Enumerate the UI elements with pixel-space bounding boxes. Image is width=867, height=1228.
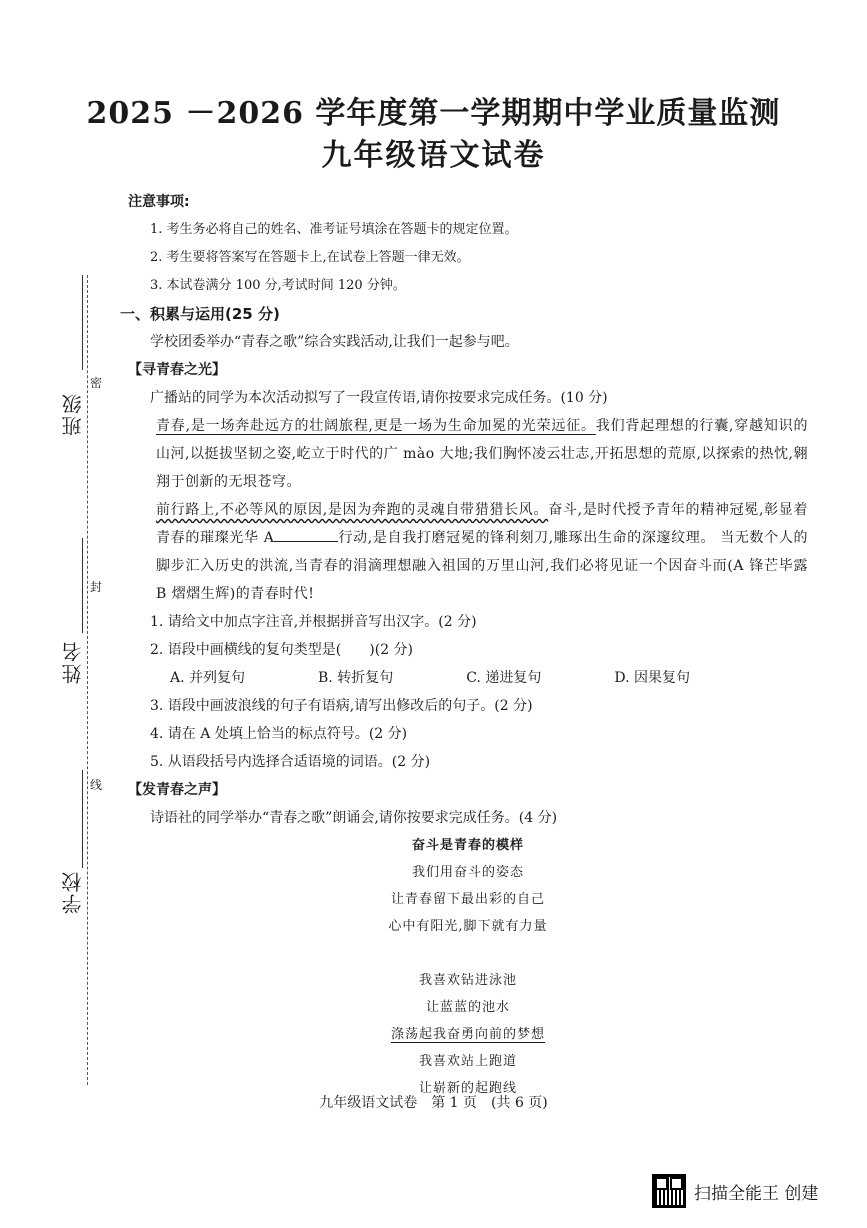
seal-mark-xian: 线 bbox=[90, 778, 103, 792]
school-fill-line bbox=[82, 770, 83, 868]
seal-mark-feng: 封 bbox=[90, 580, 103, 594]
notice-item: 2. 考生要将答案写在答题卡上,在试卷上答题一律无效。 bbox=[150, 250, 470, 265]
part-head-light: 【寻青春之光】 bbox=[128, 362, 226, 378]
option-b: B. 转折复句 bbox=[318, 670, 394, 686]
class-fill-line bbox=[82, 275, 83, 370]
question-5: 5. 从语段括号内选择合适语境的词语。(2 分) bbox=[150, 754, 431, 770]
question-1: 1. 请给文中加点字注音,并根据拼音写出汉字。(2 分) bbox=[150, 614, 477, 630]
question-3: 3. 语段中画波浪线的句子有语病,请写出修改后的句子。(2 分) bbox=[150, 698, 533, 714]
question-2: 2. 语段中画横线的复句类型是( )(2 分) bbox=[150, 642, 414, 658]
option-c: C. 递进复句 bbox=[466, 670, 542, 686]
notice-heading: 注意事项: bbox=[128, 194, 190, 210]
seal-mark-mi: 密 bbox=[90, 376, 103, 390]
passage bbox=[128, 412, 823, 608]
passage-text: 行动,是自我打磨冠冕的锋利刻刀,雕琢出生命的深邃纹理。 当无数个人的脚步汇入历史的洪流,当青春的涓滴理想融入祖国的万里山河,我们必将见证一个因奋斗而(A 锋芒毕露 B 熠熠生辉)的青春时代! bbox=[156, 530, 823, 602]
part-intro: 广播站的同学为本次活动拟写了一段宣传语,请你按要求完成任务。(10 分) bbox=[150, 390, 608, 406]
watermark-text: 扫描全能王 创建 bbox=[694, 1183, 819, 1204]
passage-text: 我们背起理想的行囊,穿越知识的山河,以挺拔坚韧之姿,屹立于时代的广 mào 大地;我们胸怀凌云壮志,开拓思想的荒原,以探索的热忱,翱翔于创新的无垠苍穹。 bbox=[156, 418, 808, 490]
exam-subtitle: 九年级语文试卷 bbox=[321, 138, 546, 173]
qr-code-icon bbox=[652, 1174, 686, 1208]
wavy-sentence: 前行路上,不必等风的原因,是因为奔跑的灵魂自带猎猎长风。 bbox=[156, 502, 549, 518]
poem bbox=[128, 832, 808, 1102]
part-head-voice: 【发青春之声】 bbox=[128, 782, 226, 798]
name-fill-line bbox=[82, 538, 83, 633]
part-intro: 诗语社的同学举办“青春之歌”朗诵会,请你按要求完成任务。(4 分) bbox=[150, 810, 558, 826]
question-4: 4. 请在 A 处填上恰当的标点符号。(2 分) bbox=[150, 726, 408, 742]
notice-item: 1. 考生务必将自己的姓名、准考证号填涂在答题卡的规定位置。 bbox=[150, 222, 518, 237]
section-title: 一、积累与运用(25 分) bbox=[120, 305, 280, 323]
poem-line: 让蓝蓝的池水 bbox=[425, 1000, 510, 1015]
underlined-sentence: 青春,是一场奔赴远方的壮阔旅程,更是一场为生命加冕的光荣远征。 bbox=[156, 418, 596, 434]
exam-title: 2025 －2026 学年度第一学期期中学业质量监测 bbox=[86, 96, 781, 131]
poem-line: 我喜欢站上跑道 bbox=[418, 1054, 517, 1069]
notice-item: 3. 本试卷满分 100 分,考试时间 120 分钟。 bbox=[150, 278, 406, 293]
school-label: 学校 bbox=[61, 870, 85, 914]
blank-a bbox=[274, 527, 338, 542]
exam-content bbox=[120, 188, 823, 1102]
poem-line: 我喜欢钻进泳池 bbox=[418, 973, 517, 988]
poem-line: 让青春留下最出彩的自己 bbox=[390, 892, 545, 907]
option-a: A. 并列复句 bbox=[170, 670, 246, 686]
poem-title: 奋斗是青春的模样 bbox=[411, 838, 524, 853]
passage-text: 奋斗,是时代授予青年的精神冠冕,彰显着青春的璀璨光华 A bbox=[156, 502, 808, 546]
poem-line: 我们用奋斗的姿态 bbox=[411, 865, 524, 880]
poem-line-underlined: 涤荡起我奋勇向前的梦想 bbox=[390, 1027, 545, 1042]
option-d: D. 因果复句 bbox=[614, 670, 690, 686]
section-intro: 学校团委举办“青春之歌”综合实践活动,让我们一起参与吧。 bbox=[150, 334, 519, 350]
poem-line: 让崭新的起跑线 bbox=[418, 1081, 517, 1096]
binding-dashed-line bbox=[87, 275, 88, 1085]
poem-line: 心中有阳光,脚下就有力量 bbox=[388, 919, 548, 934]
name-label: 姓名 bbox=[61, 640, 85, 684]
class-label: 班级 bbox=[61, 392, 85, 436]
question-2-options bbox=[128, 664, 690, 692]
page-footer: 九年级语文试卷 第 1 页 (共 6 页) bbox=[319, 1095, 548, 1111]
scanner-watermark bbox=[652, 1174, 818, 1208]
